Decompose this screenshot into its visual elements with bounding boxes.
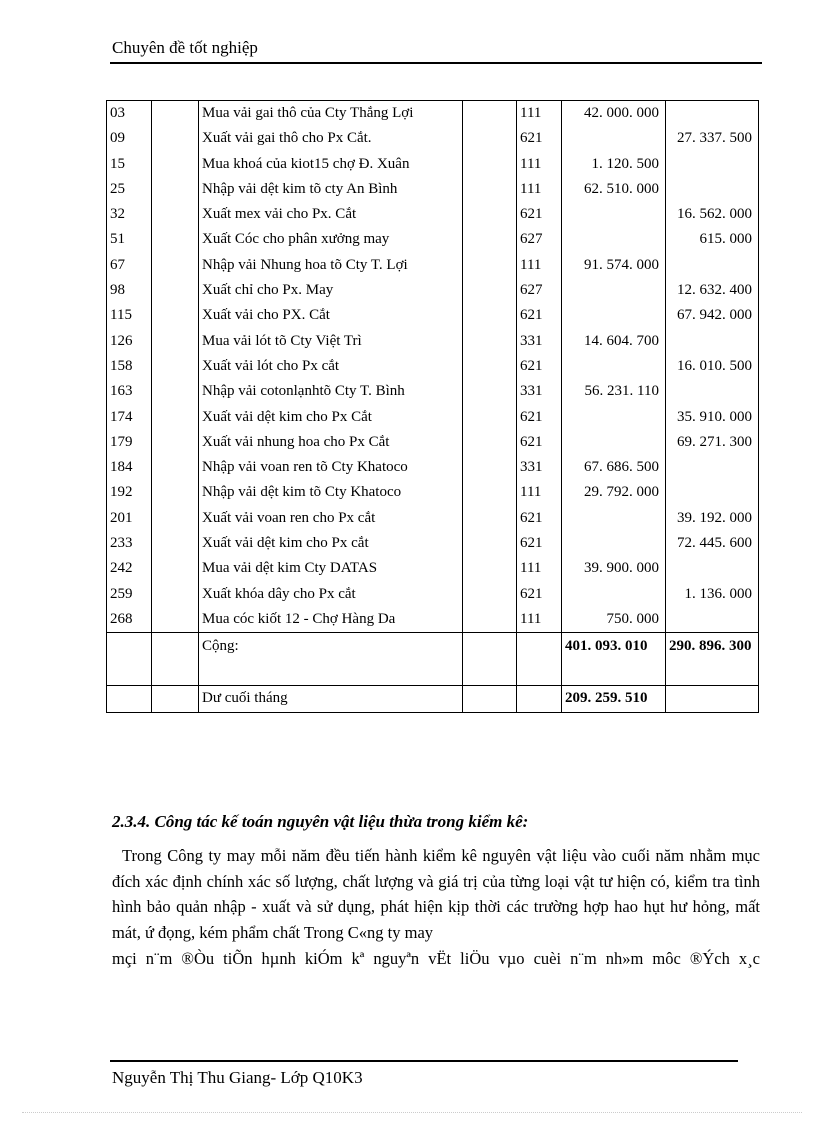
credit-amount <box>666 379 759 404</box>
header-rule <box>110 62 762 64</box>
account-code: 621 <box>517 506 562 531</box>
ref-cell <box>152 607 199 633</box>
debit-amount <box>562 303 666 328</box>
extra-cell <box>463 506 517 531</box>
entry-number: 268 <box>107 607 152 633</box>
debit-amount <box>562 126 666 151</box>
debit-amount: 56. 231. 110 <box>562 379 666 404</box>
ref-cell <box>152 430 199 455</box>
extra-cell <box>463 405 517 430</box>
credit-amount: 27. 337. 500 <box>666 126 759 151</box>
entry-description: Mua vải dệt kim Cty DATAS <box>199 556 463 581</box>
closing-cell-empty <box>666 686 759 712</box>
table-row <box>107 556 759 581</box>
extra-cell <box>463 531 517 556</box>
debit-amount <box>562 506 666 531</box>
table-row <box>107 101 759 127</box>
debit-amount: 67. 686. 500 <box>562 455 666 480</box>
entry-description: Xuất vải dệt kim cho Px cắt <box>199 531 463 556</box>
debit-amount: 29. 792. 000 <box>562 480 666 505</box>
entry-description: Xuất khóa dây cho Px cắt <box>199 582 463 607</box>
entry-number: 09 <box>107 126 152 151</box>
extra-cell <box>463 278 517 303</box>
page-header-title: Chuyên đề tốt nghiệp <box>112 38 258 57</box>
closing-cell-empty <box>517 686 562 712</box>
credit-amount <box>666 329 759 354</box>
credit-amount <box>666 177 759 202</box>
entry-description: Nhập vải dệt kim tõ Cty Khatoco <box>199 480 463 505</box>
table-row <box>107 607 759 633</box>
account-code: 621 <box>517 354 562 379</box>
entry-description: Mua vải lót tõ Cty Việt Trì <box>199 329 463 354</box>
account-code: 111 <box>517 253 562 278</box>
entry-number: 174 <box>107 405 152 430</box>
credit-amount <box>666 480 759 505</box>
account-code: 621 <box>517 430 562 455</box>
account-code: 621 <box>517 303 562 328</box>
ref-cell <box>152 278 199 303</box>
credit-amount: 69. 271. 300 <box>666 430 759 455</box>
entry-number: 126 <box>107 329 152 354</box>
section-paragraph: Trong Công ty may mỗi năm đều tiến hành kiểm kê nguyên vật liệu vào cuối năm nhằm mục đích xác định chính xác số lượng, chất lượng và giá trị của từng loại vật tư hiện có, kiểm tra tình hình bảo quản nhập - xuất và sử dụng, phát hiện kịp thời các trường hợp hao hụt hư hỏng, mất mát, ứ đọng, kém phẩm chất Trong C«ng ty may <box>112 846 760 943</box>
credit-amount: 16. 562. 000 <box>666 202 759 227</box>
entry-number: 15 <box>107 152 152 177</box>
footer-rule <box>110 1060 738 1062</box>
table-row <box>107 531 759 556</box>
entry-number: 179 <box>107 430 152 455</box>
table-row <box>107 379 759 404</box>
total-label: Cộng: <box>199 633 463 686</box>
credit-amount: 615. 000 <box>666 227 759 252</box>
credit-amount: 35. 910. 000 <box>666 405 759 430</box>
ref-cell <box>152 202 199 227</box>
extra-cell <box>463 202 517 227</box>
total-cell-empty <box>517 633 562 686</box>
entry-number: 32 <box>107 202 152 227</box>
extra-cell <box>463 379 517 404</box>
extra-cell <box>463 455 517 480</box>
extra-cell <box>463 253 517 278</box>
ref-cell <box>152 329 199 354</box>
section-title: 2.3.4. Công tác kế toán nguyên vật liệu thừa trong kiểm kê: <box>112 812 529 831</box>
ref-cell <box>152 379 199 404</box>
ref-cell <box>152 480 199 505</box>
entry-number: 192 <box>107 480 152 505</box>
extra-cell <box>463 177 517 202</box>
footer-author: Nguyễn Thị Thu Giang- Lớp Q10K3 <box>112 1068 363 1087</box>
credit-amount <box>666 556 759 581</box>
entry-number: 115 <box>107 303 152 328</box>
table-row <box>107 177 759 202</box>
ref-cell <box>152 556 199 581</box>
account-code: 627 <box>517 227 562 252</box>
table-row <box>107 506 759 531</box>
entry-description: Mua khoá của kiot15 chợ Đ. Xuân <box>199 152 463 177</box>
ref-cell <box>152 582 199 607</box>
extra-cell <box>463 152 517 177</box>
entry-number: 184 <box>107 455 152 480</box>
table-row <box>107 329 759 354</box>
section-paragraph-block <box>112 843 760 972</box>
debit-amount <box>562 278 666 303</box>
entry-description: Xuất vải nhung hoa cho Px Cắt <box>199 430 463 455</box>
account-code: 621 <box>517 405 562 430</box>
closing-label: Dư cuối tháng <box>199 686 463 712</box>
entry-number: 242 <box>107 556 152 581</box>
account-code: 111 <box>517 177 562 202</box>
entry-description: Xuất vải gai thô cho Px Cắt. <box>199 126 463 151</box>
debit-amount: 14. 604. 700 <box>562 329 666 354</box>
account-code: 111 <box>517 607 562 633</box>
total-cell-empty <box>463 633 517 686</box>
entry-number: 98 <box>107 278 152 303</box>
credit-amount: 72. 445. 600 <box>666 531 759 556</box>
table-row <box>107 480 759 505</box>
entry-description: Nhập vải cotonlạnhtõ Cty T. Bình <box>199 379 463 404</box>
total-debit: 401. 093. 010 <box>562 633 666 686</box>
closing-debit: 209. 259. 510 <box>562 686 666 712</box>
entry-number: 25 <box>107 177 152 202</box>
account-code: 331 <box>517 455 562 480</box>
entry-description: Xuất Cóc cho phân xưởng may <box>199 227 463 252</box>
extra-cell <box>463 430 517 455</box>
total-row <box>107 633 759 686</box>
total-credit: 290. 896. 300 <box>666 633 759 686</box>
entry-number: 163 <box>107 379 152 404</box>
ledger-body <box>107 101 759 713</box>
account-code: 621 <box>517 126 562 151</box>
ref-cell <box>152 303 199 328</box>
entry-description: Xuất chỉ cho Px. May <box>199 278 463 303</box>
entry-number: 201 <box>107 506 152 531</box>
table-row <box>107 253 759 278</box>
entry-description: Nhập vải dệt kim tõ cty An Bình <box>199 177 463 202</box>
account-code: 111 <box>517 480 562 505</box>
entry-number: 67 <box>107 253 152 278</box>
extra-cell <box>463 126 517 151</box>
entry-description: Mua vải gai thô của Cty Thắng Lợi <box>199 101 463 127</box>
debit-amount: 62. 510. 000 <box>562 177 666 202</box>
table-row <box>107 582 759 607</box>
account-code: 111 <box>517 101 562 127</box>
account-code: 621 <box>517 582 562 607</box>
entry-description: Xuất mex vải cho Px. Cắt <box>199 202 463 227</box>
account-code: 331 <box>517 379 562 404</box>
ref-cell <box>152 152 199 177</box>
credit-amount: 12. 632. 400 <box>666 278 759 303</box>
entry-description: Nhập vải voan ren tõ Cty Khatoco <box>199 455 463 480</box>
table-row <box>107 430 759 455</box>
entry-description: Xuất vải dệt kim cho Px Cắt <box>199 405 463 430</box>
extra-cell <box>463 303 517 328</box>
credit-amount <box>666 455 759 480</box>
ref-cell <box>152 227 199 252</box>
debit-amount: 42. 000. 000 <box>562 101 666 127</box>
closing-row <box>107 686 759 712</box>
debit-amount <box>562 202 666 227</box>
extra-cell <box>463 101 517 127</box>
debit-amount: 1. 120. 500 <box>562 152 666 177</box>
ref-cell <box>152 506 199 531</box>
account-code: 111 <box>517 152 562 177</box>
table-row <box>107 202 759 227</box>
table-row <box>107 354 759 379</box>
entry-description: Xuất vải voan ren cho Px cắt <box>199 506 463 531</box>
table-row <box>107 126 759 151</box>
credit-amount <box>666 101 759 127</box>
entry-number: 51 <box>107 227 152 252</box>
ref-cell <box>152 405 199 430</box>
extra-cell <box>463 607 517 633</box>
extra-cell <box>463 480 517 505</box>
ledger-table <box>106 100 759 713</box>
table-row <box>107 278 759 303</box>
total-cell-empty <box>107 633 152 686</box>
closing-cell-empty <box>463 686 517 712</box>
debit-amount <box>562 405 666 430</box>
account-code: 627 <box>517 278 562 303</box>
table-row <box>107 152 759 177</box>
debit-amount: 39. 900. 000 <box>562 556 666 581</box>
closing-cell-empty <box>107 686 152 712</box>
ref-cell <box>152 531 199 556</box>
table-row <box>107 303 759 328</box>
entry-description: Xuất vải lót cho Px cắt <box>199 354 463 379</box>
account-code: 621 <box>517 531 562 556</box>
credit-amount: 1. 136. 000 <box>666 582 759 607</box>
debit-amount: 91. 574. 000 <box>562 253 666 278</box>
page-edge-divider <box>22 1112 802 1113</box>
ref-cell <box>152 177 199 202</box>
entry-number: 03 <box>107 101 152 127</box>
extra-cell <box>463 227 517 252</box>
credit-amount: 39. 192. 000 <box>666 506 759 531</box>
total-cell-empty <box>152 633 199 686</box>
entry-number: 259 <box>107 582 152 607</box>
debit-amount <box>562 354 666 379</box>
extra-cell <box>463 556 517 581</box>
entry-number: 158 <box>107 354 152 379</box>
ref-cell <box>152 126 199 151</box>
table-row <box>107 227 759 252</box>
entry-description: Mua cóc kiốt 12 - Chợ Hàng Da <box>199 607 463 633</box>
account-code: 331 <box>517 329 562 354</box>
entry-description: Nhập vải Nhung hoa tõ Cty T. Lợi <box>199 253 463 278</box>
debit-amount <box>562 430 666 455</box>
credit-amount: 16. 010. 500 <box>666 354 759 379</box>
ref-cell <box>152 354 199 379</box>
credit-amount <box>666 152 759 177</box>
credit-amount <box>666 607 759 633</box>
extra-cell <box>463 354 517 379</box>
account-code: 111 <box>517 556 562 581</box>
debit-amount <box>562 227 666 252</box>
table-row <box>107 405 759 430</box>
table-row <box>107 455 759 480</box>
entry-number: 233 <box>107 531 152 556</box>
ref-cell <box>152 253 199 278</box>
closing-cell-empty <box>152 686 199 712</box>
section-paragraph-garbled-line: mçi n¨m ®Òu tiÕn hµnh kiÓm kª nguyªn vËt liÖu vµo cuèi n¨m nh»m môc ®Ých x¸c <box>112 948 760 968</box>
debit-amount: 750. 000 <box>562 607 666 633</box>
credit-amount: 67. 942. 000 <box>666 303 759 328</box>
ref-cell <box>152 101 199 127</box>
extra-cell <box>463 329 517 354</box>
ref-cell <box>152 455 199 480</box>
debit-amount <box>562 531 666 556</box>
entry-description: Xuất vải cho PX. Cắt <box>199 303 463 328</box>
account-code: 621 <box>517 202 562 227</box>
extra-cell <box>463 582 517 607</box>
credit-amount <box>666 253 759 278</box>
debit-amount <box>562 582 666 607</box>
